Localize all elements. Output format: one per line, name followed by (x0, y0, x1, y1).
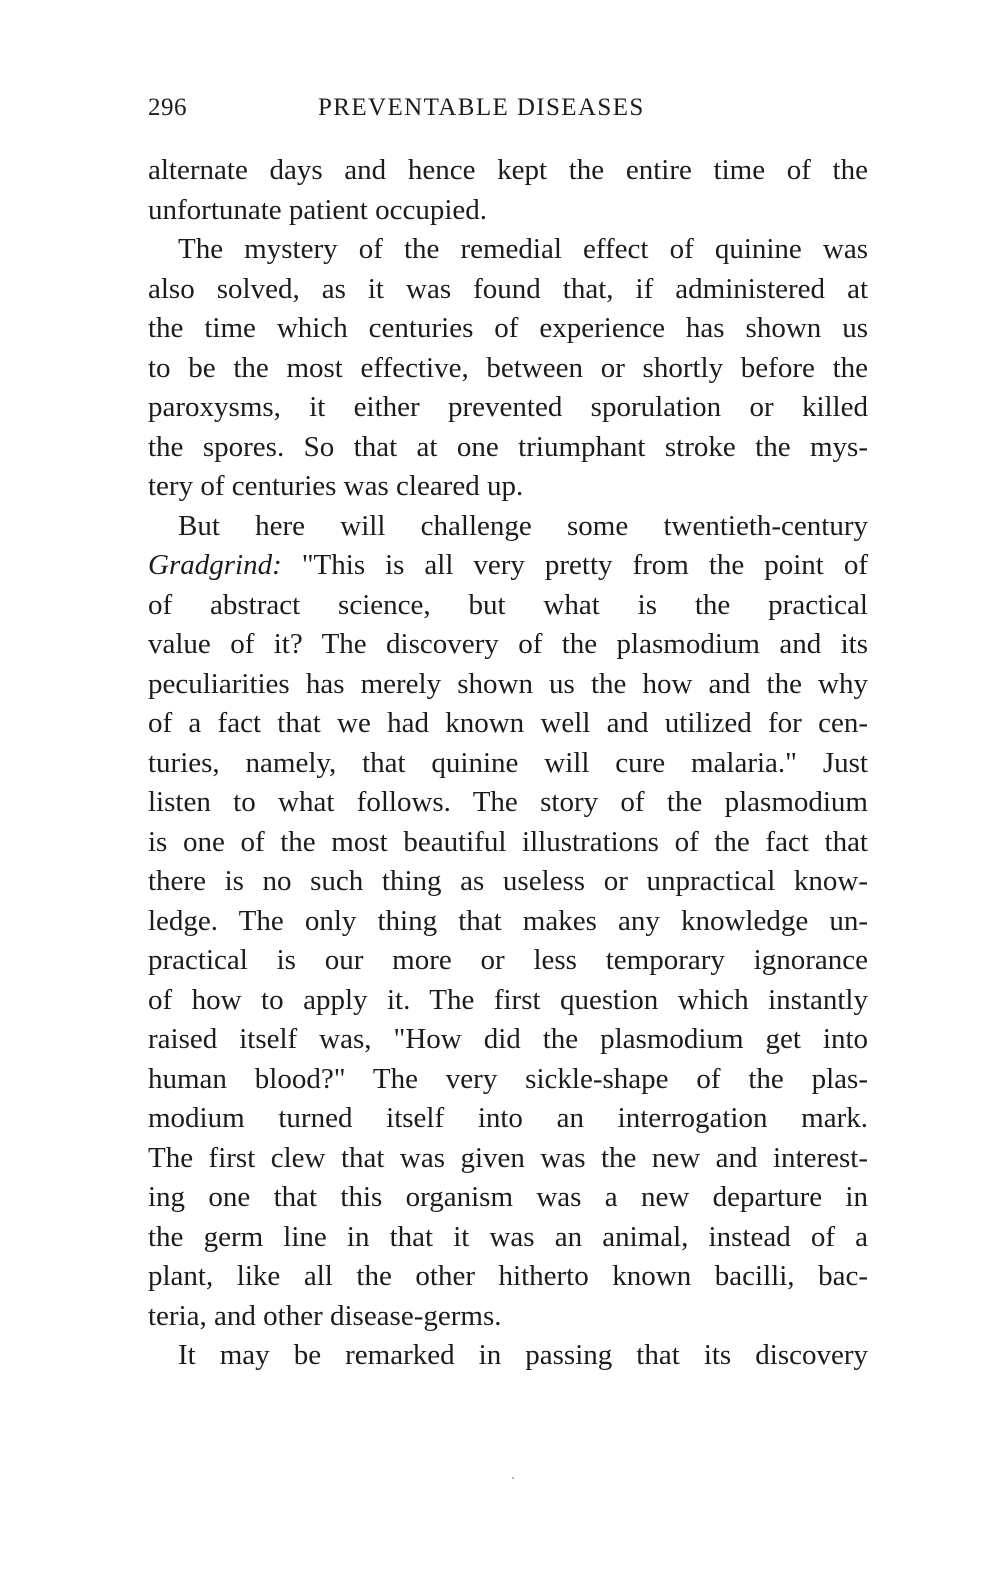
text-line: the germ line in that it was an animal, instead of a (148, 1220, 868, 1253)
text-line: listen to what follows. The story of the plasmodium (148, 786, 868, 818)
text-line: the time which centuries of experience has shown us (148, 312, 868, 344)
text-line: of how to apply it. The first question which instantly (148, 983, 868, 1016)
text-line: The mystery of the remedial effect of quinine was (178, 233, 868, 265)
running-head: PREVENTABLE DISEASES (318, 94, 645, 121)
text-line: It may be remarked in passing that its discovery (178, 1339, 868, 1371)
text-line: unfortunate patient occupied. (148, 193, 488, 226)
page-header (148, 88, 868, 128)
text-line: ledge. The only thing that makes any knowledge un- (148, 904, 868, 937)
text-line: tery of centuries was cleared up. (148, 470, 524, 502)
text-line: to be the most effective, between or shortly before the (148, 351, 868, 384)
text-line: ing one that this organism was a new departure in (148, 1181, 868, 1213)
text-line: of a fact that we had known well and utilized for cen- (148, 707, 868, 739)
text-line: modium turned itself into an interrogation mark. (148, 1102, 868, 1134)
text-line: paroxysms, it either prevented sporulation or killed (148, 391, 868, 423)
page-number: 296 (148, 94, 187, 121)
text-line: But here will challenge some twentieth-century (178, 509, 868, 542)
text-line: peculiarities has merely shown us the how and the why (148, 667, 868, 700)
text-line: raised itself was, "How did the plasmodium get into (148, 1023, 868, 1055)
text-line: of abstract science, but what is the practical (148, 588, 868, 621)
text-line: also solved, as it was found that, if administered at (148, 272, 868, 305)
text-line: the spores. So that at one triumphant stroke the mys- (148, 430, 868, 463)
text-line: is one of the most beautiful illustrations of the fact that (148, 825, 868, 858)
text-line: teria, and other disease-germs. (148, 1299, 502, 1332)
text-line: there is no such thing as useless or unpractical know- (148, 865, 868, 897)
gradgrind-quote: "This is all very pretty from the point of (281, 549, 868, 581)
scan-speck (512, 1477, 514, 1479)
text-line: The first clew that was given was the new and interest- (148, 1141, 868, 1174)
text-line-gradgrind (148, 546, 868, 586)
text-line: practical is our more or less temporary ignorance (148, 944, 868, 976)
gradgrind-name: Gradgrind: (148, 549, 282, 581)
text-line: plant, like all the other hitherto known bacilli, bac- (148, 1260, 868, 1292)
text-line: alternate days and hence kept the entire time of the (148, 154, 868, 186)
body-text (148, 151, 868, 1376)
text-line: human blood?" The very sickle-shape of the plas- (148, 1062, 868, 1095)
text-line: value of it? The discovery of the plasmodium and its (148, 628, 868, 660)
text-line: turies, namely, that quinine will cure malaria." Just (148, 746, 868, 779)
